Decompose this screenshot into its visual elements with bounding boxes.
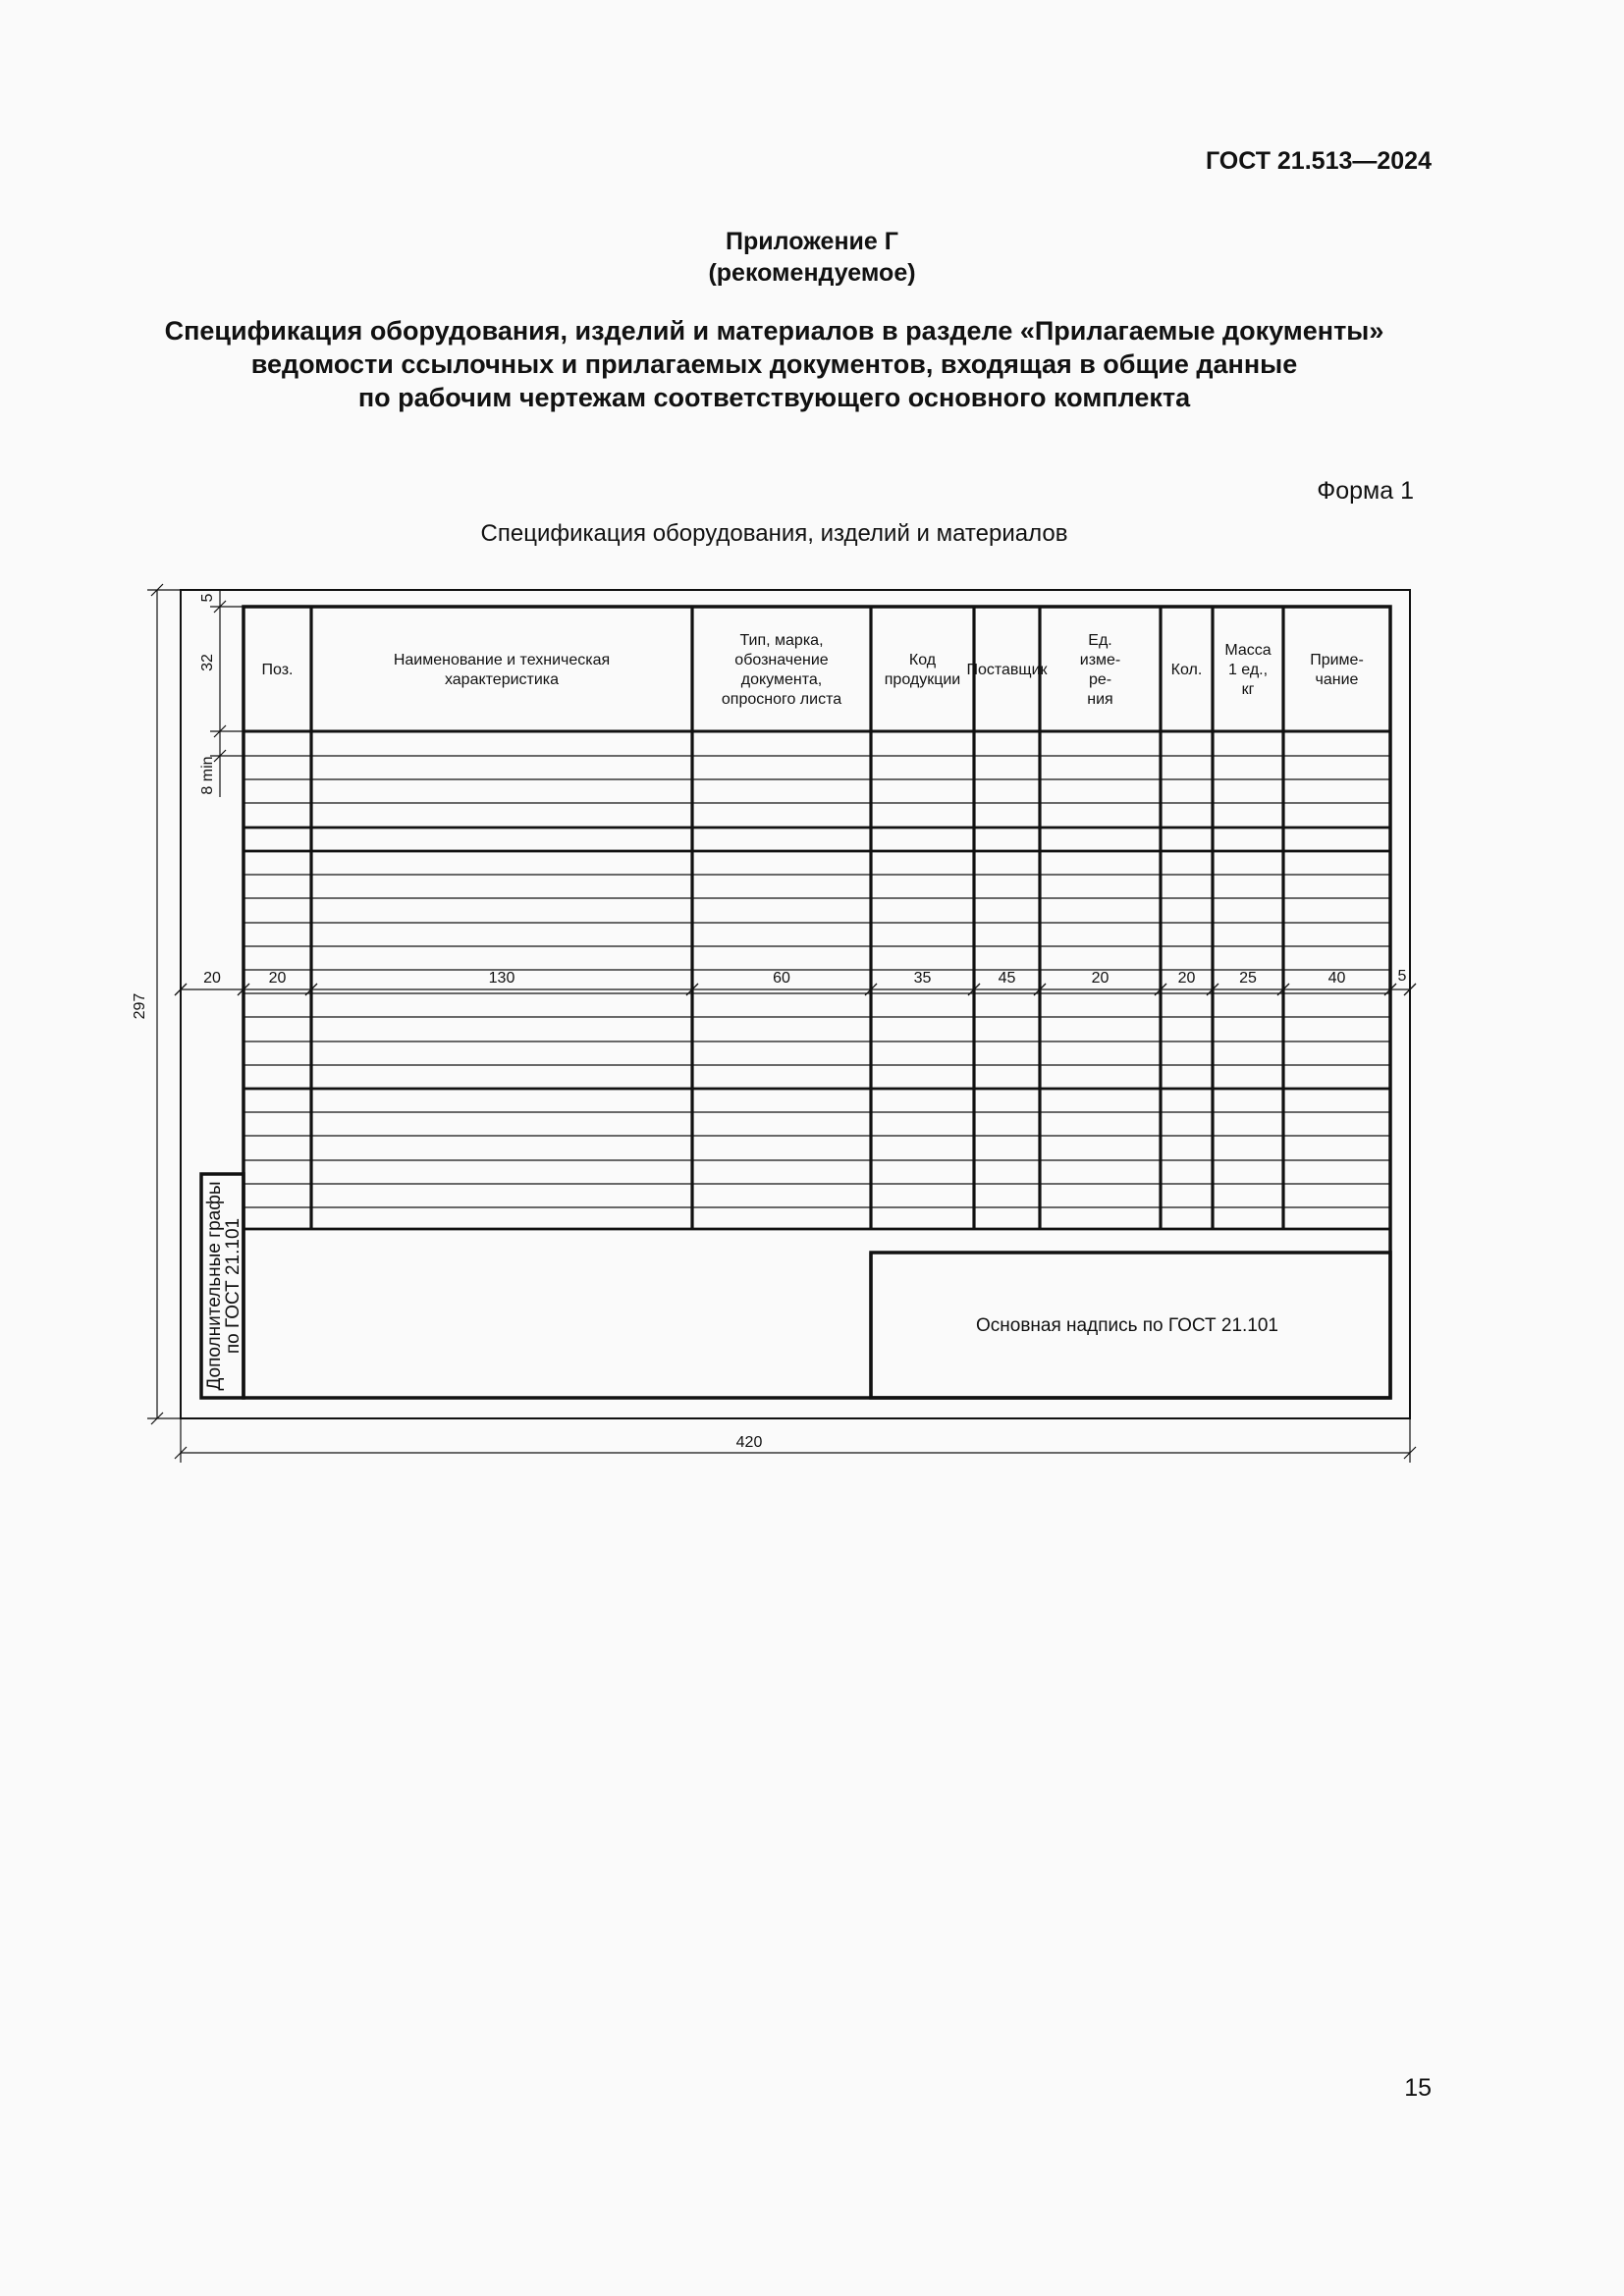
column-header-note: чание bbox=[1315, 671, 1359, 688]
column-header-unit: Ед. bbox=[1088, 632, 1112, 649]
column-header-mass: 1 ед., bbox=[1227, 662, 1269, 678]
document-code: ГОСТ 21.513—2024 bbox=[1205, 147, 1432, 175]
column-header-code: продукции bbox=[884, 671, 961, 688]
column-header-pos: Поз. bbox=[261, 662, 294, 678]
column-header-supplier: Поставщик bbox=[966, 662, 1048, 678]
column-width-dimensions bbox=[175, 970, 1416, 1001]
form-label: Форма 1 bbox=[1317, 477, 1414, 505]
column-header-type: документа, bbox=[740, 671, 823, 688]
column-header-qty: Кол. bbox=[1170, 662, 1203, 678]
column-header-type: Тип, марка, bbox=[739, 632, 824, 649]
sheet-height-dim: 297 bbox=[132, 992, 148, 1020]
top-margin-dim: 5 bbox=[199, 593, 216, 603]
main-title-line-3: по рабочим чертежам соответствующего основного комплекта bbox=[357, 383, 1191, 412]
main-title-line-1: Спецификация оборудования, изделий и материалов в разделе «Прилагаемые документы» bbox=[164, 316, 1384, 346]
column-width-code: 35 bbox=[913, 970, 932, 987]
column-header-mass: Масса bbox=[1224, 642, 1272, 659]
column-header-mass: кг bbox=[1241, 681, 1255, 698]
header-height-dim: 32 bbox=[199, 654, 216, 671]
main-title-line-2: ведомости ссылочных и прилагаемых документов, входящая в общие данные bbox=[250, 349, 1298, 379]
column-header-code: Код bbox=[908, 652, 937, 668]
spec-table-header bbox=[262, 632, 1364, 708]
sheet-border bbox=[181, 590, 1410, 1418]
title-block-label: Основная надпись по ГОСТ 21.101 bbox=[975, 1315, 1279, 1336]
annex-title: Приложение Г bbox=[726, 228, 898, 255]
column-width-type: 60 bbox=[773, 970, 790, 987]
row-height-dim: 8 min bbox=[199, 756, 216, 795]
column-header-unit: ре- bbox=[1088, 671, 1112, 688]
sheet-width-dim: 420 bbox=[735, 1434, 763, 1451]
column-header-name: Наименование и техническая bbox=[393, 652, 611, 668]
column-header-type: опросного листа bbox=[721, 691, 842, 708]
column-header-type: обозначение bbox=[734, 652, 829, 668]
column-header-name: характеристика bbox=[444, 671, 560, 688]
left-margin-dim: 20 bbox=[203, 970, 221, 987]
additional-columns-line-2: по ГОСТ 21.101 bbox=[223, 1217, 244, 1355]
column-header-unit: ния bbox=[1087, 691, 1113, 708]
page-number: 15 bbox=[1404, 2074, 1432, 2102]
column-width-mass: 25 bbox=[1239, 970, 1257, 987]
column-header-note: Приме- bbox=[1310, 652, 1364, 668]
frame-border bbox=[244, 607, 1390, 1398]
column-width-qty: 20 bbox=[1177, 970, 1196, 987]
column-width-note: 40 bbox=[1327, 970, 1346, 987]
column-width-name: 130 bbox=[488, 970, 515, 987]
annex-status: (рекомендуемое) bbox=[708, 259, 916, 287]
right-margin-dim: 5 bbox=[1397, 968, 1407, 985]
additional-columns-line-1: Дополнительные графы bbox=[204, 1181, 225, 1391]
column-width-supplier: 45 bbox=[998, 970, 1016, 987]
column-width-pos: 20 bbox=[268, 970, 287, 987]
column-header-unit: изме- bbox=[1079, 652, 1121, 668]
spec-caption: Спецификация оборудования, изделий и материалов bbox=[480, 520, 1068, 547]
spec-table-grid bbox=[244, 607, 1390, 1398]
column-width-unit: 20 bbox=[1091, 970, 1110, 987]
